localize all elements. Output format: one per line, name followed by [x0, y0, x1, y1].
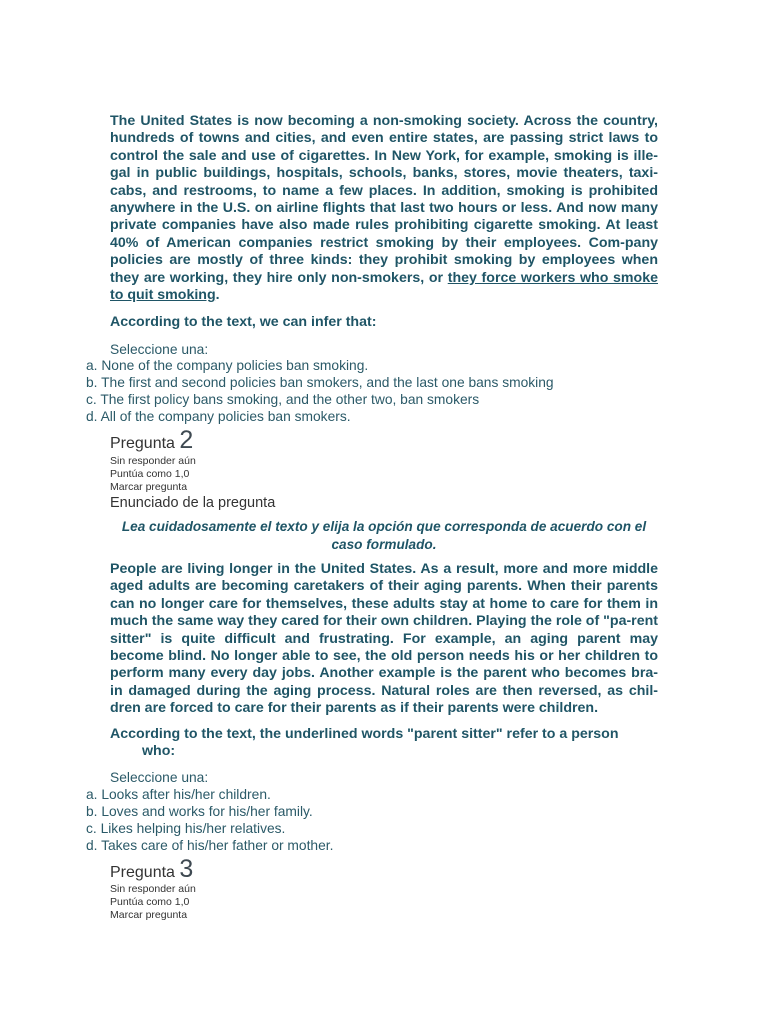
- question1-passage-text: The United States is now becoming a non-smoking society. Across the country, hundreds of towns and cities, and even entire states, are passing strict laws to control the sale and use of cigarettes. In New York, for example, smoking is ille-gal in public buildings, hospitals, schools, banks, stores, movie theaters, taxi-cabs, and restrooms, to name a few places. In addition, smoking is prohibited anywhere in the U.S. on airline flights that last two hours or less. And now many private companies have also made rules prohibiting cigarette smoking. At least 40% of American companies restrict smoking by their employees. Com-pany policies are mostly of three kinds: they prohibit smoking by employees when they are working, they hire only non-smokers, or: [110, 113, 658, 286]
- question2-option-b[interactable]: b. Loves and works for his/her family.: [86, 804, 313, 819]
- question2-prompt-line1: According to the text, the underlined words "parent sitter" refer to a person: [110, 726, 619, 742]
- question2-status: Sin responder aún: [110, 455, 196, 467]
- question3-number: 3: [179, 855, 194, 883]
- question1-option-a[interactable]: a. None of the company policies ban smoking.: [86, 358, 369, 373]
- question1-underlined-text: they force workers who smoke to quit smoking: [110, 269, 658, 304]
- question1-options: [86, 357, 706, 425]
- question2-number: 2: [179, 426, 194, 454]
- question2-flag-link[interactable]: Marcar pregunta: [110, 481, 188, 493]
- question1-prompt: According to the text, we can infer that:: [110, 314, 377, 330]
- question2-option-c[interactable]: c. Likes helping his/her relatives.: [86, 821, 286, 836]
- question2-passage: People are living longer in the United States. As a result, more and more middle aged adults are becoming caretakers of their aging parents. When their parents can no longer care for themselves, these adults stay at home to care for them in much the same way they cared for their own children. Playing the role of "pa-rent sitter" is quite difficult and frustrating. For example, an aging parent may become blind. No longer able to see, the old person needs his or her children to perform many every day jobs. Another example is the parent who becomes bra-in damaged during the aging process. Natural roles are then reversed, as chil-dren are forced to care for their parents as if their parents were children.: [110, 561, 658, 717]
- question3-status: Sin responder aún: [110, 883, 196, 895]
- question1-option-c[interactable]: c. The first policy bans smoking, and the other two, ban smokers: [86, 392, 480, 407]
- question2-heading: [110, 428, 193, 456]
- question2-option-d[interactable]: d. Takes care of his/her father or mother.: [86, 838, 334, 853]
- question2-instruction: Lea cuidadosamente el texto y elija la opción que corresponda de acuerdo con el caso formulado.: [121, 519, 647, 552]
- question1-passage-end: .: [215, 287, 220, 304]
- question2-prompt-line2: who:: [142, 743, 176, 760]
- question2-option-a[interactable]: a. Looks after his/her children.: [86, 787, 271, 802]
- question3-score: Puntúa como 1,0: [110, 896, 190, 908]
- question2-enunciado: Enunciado de la pregunta: [110, 495, 276, 511]
- question3-pregunta-label: Pregunta: [110, 864, 175, 881]
- question1-passage: [110, 113, 658, 304]
- question1-option-d[interactable]: d. All of the company policies ban smokers.: [86, 409, 351, 424]
- question3-flag-link[interactable]: Marcar pregunta: [110, 909, 188, 921]
- question2-prompt: [110, 726, 658, 761]
- question3-heading: [110, 857, 193, 885]
- question2-pregunta-label: Pregunta: [110, 435, 175, 452]
- question1-select-label: Seleccione una:: [110, 342, 209, 357]
- question1-option-b[interactable]: b. The first and second policies ban smokers, and the last one bans smoking: [86, 375, 554, 390]
- question2-score: Puntúa como 1,0: [110, 468, 190, 480]
- question2-options: [86, 786, 706, 854]
- question2-select-label: Seleccione una:: [110, 770, 209, 785]
